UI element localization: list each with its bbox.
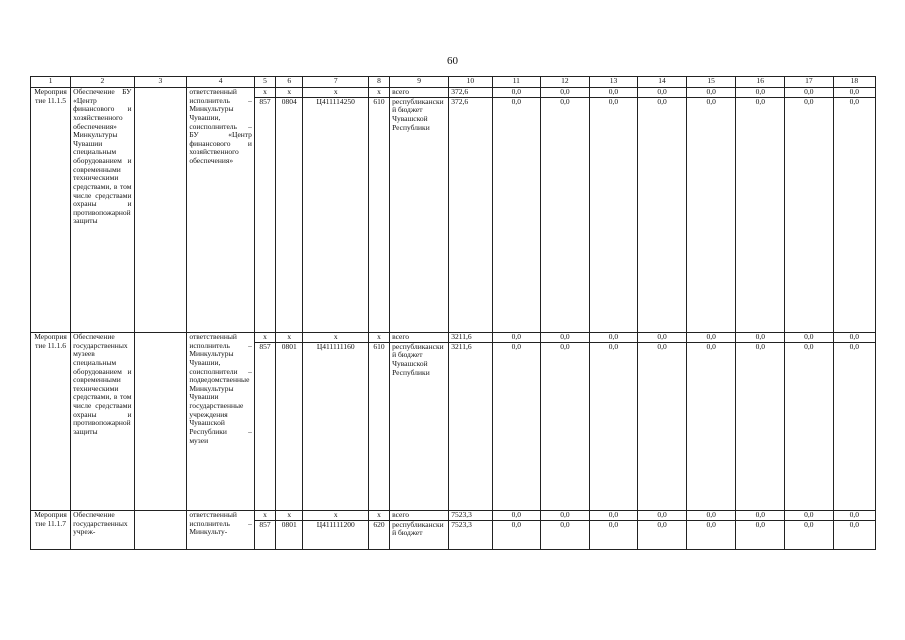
col-header: 11 bbox=[492, 77, 541, 88]
value-cell: 0,0 bbox=[736, 333, 785, 343]
value-cell: 0,0 bbox=[736, 97, 785, 332]
empty-cell bbox=[134, 333, 187, 511]
vr-cell: 620 bbox=[368, 520, 389, 549]
section-cell: 0801 bbox=[276, 520, 303, 549]
value-cell: 0,0 bbox=[736, 520, 785, 549]
section-cell: 0804 bbox=[276, 97, 303, 332]
grbs-cell: x bbox=[254, 333, 275, 343]
responsible-cell: ответственный исполнитель – Минкульту- bbox=[187, 511, 255, 550]
value-cell: 0,0 bbox=[833, 97, 875, 332]
source-cell: республиканский бюджет Чувашской Республики bbox=[390, 97, 449, 332]
empty-cell bbox=[134, 511, 187, 550]
value-cell: 0,0 bbox=[736, 88, 785, 98]
csr-cell: x bbox=[303, 511, 368, 521]
value-cell: 0,0 bbox=[736, 342, 785, 510]
grbs-cell: x bbox=[254, 88, 275, 98]
value-cell: 0,0 bbox=[638, 511, 687, 521]
value-cell: 0,0 bbox=[541, 88, 590, 98]
source-cell: всего bbox=[390, 511, 449, 521]
csr-cell: Ц411114250 bbox=[303, 97, 368, 332]
value-cell: 3211,6 bbox=[449, 333, 492, 343]
value-cell: 0,0 bbox=[541, 97, 590, 332]
value-cell: 0,0 bbox=[785, 97, 834, 332]
value-cell: 0,0 bbox=[785, 333, 834, 343]
value-cell: 0,0 bbox=[638, 88, 687, 98]
col-header: 15 bbox=[686, 77, 736, 88]
value-cell: 0,0 bbox=[638, 333, 687, 343]
col-header: 9 bbox=[390, 77, 449, 88]
value-cell: 0,0 bbox=[492, 342, 541, 510]
value-cell: 0,0 bbox=[492, 333, 541, 343]
col-header: 8 bbox=[368, 77, 389, 88]
section-cell: x bbox=[276, 333, 303, 343]
value-cell: 3211,6 bbox=[449, 342, 492, 510]
value-cell: 0,0 bbox=[833, 511, 875, 521]
col-header: 12 bbox=[541, 77, 590, 88]
value-cell: 0,0 bbox=[833, 333, 875, 343]
col-header: 6 bbox=[276, 77, 303, 88]
source-cell: всего bbox=[390, 333, 449, 343]
value-cell: 0,0 bbox=[833, 520, 875, 549]
event-cell: Мероприятие 11.1.5 bbox=[31, 88, 71, 333]
source-cell: республиканский бюджет bbox=[390, 520, 449, 549]
value-cell: 0,0 bbox=[492, 88, 541, 98]
col-header: 4 bbox=[187, 77, 255, 88]
table-row bbox=[31, 333, 876, 343]
col-header: 18 bbox=[833, 77, 875, 88]
vr-cell: x bbox=[368, 511, 389, 521]
budget-table bbox=[30, 76, 876, 550]
value-cell: 0,0 bbox=[541, 342, 590, 510]
value-cell: 0,0 bbox=[686, 97, 736, 332]
event-name-cell: Обеспечение государственных музеев специальным оборудованием и современными техническими средствами, в том числе средствами охраны и противопожарной защиты bbox=[71, 333, 134, 511]
value-cell: 0,0 bbox=[686, 342, 736, 510]
csr-cell: x bbox=[303, 88, 368, 98]
value-cell: 0,0 bbox=[492, 97, 541, 332]
grbs-cell: 857 bbox=[254, 342, 275, 510]
col-header: 7 bbox=[303, 77, 368, 88]
value-cell: 0,0 bbox=[785, 511, 834, 521]
responsible-cell: ответственный исполнитель – Минкультуры Чувашии, соисполнитель – БУ «Центр финансового и хозяйственного обеспечения» bbox=[187, 88, 255, 333]
section-cell: 0801 bbox=[276, 342, 303, 510]
value-cell: 0,0 bbox=[589, 342, 638, 510]
event-cell: Мероприятие 11.1.6 bbox=[31, 333, 71, 511]
value-cell: 7523,3 bbox=[449, 520, 492, 549]
grbs-cell: x bbox=[254, 511, 275, 521]
value-cell: 0,0 bbox=[638, 342, 687, 510]
header-row bbox=[31, 77, 876, 88]
value-cell: 0,0 bbox=[492, 520, 541, 549]
value-cell: 0,0 bbox=[589, 333, 638, 343]
value-cell: 0,0 bbox=[541, 511, 590, 521]
col-header: 13 bbox=[589, 77, 638, 88]
responsible-cell: ответственный исполнитель – Минкультуры Чувашии, соисполнители – подведомственные Минкультуры Чувашии государственные учреждения Чувашской Республики – музеи bbox=[187, 333, 255, 511]
value-cell: 372,6 bbox=[449, 97, 492, 332]
value-cell: 0,0 bbox=[686, 511, 736, 521]
section-cell: x bbox=[276, 88, 303, 98]
empty-cell bbox=[134, 88, 187, 333]
value-cell: 0,0 bbox=[736, 511, 785, 521]
value-cell: 0,0 bbox=[492, 511, 541, 521]
value-cell: 0,0 bbox=[686, 333, 736, 343]
value-cell: 0,0 bbox=[589, 97, 638, 332]
grbs-cell: 857 bbox=[254, 520, 275, 549]
csr-cell: Ц411111160 bbox=[303, 342, 368, 510]
event-name-cell: Обеспечение государственных учреж- bbox=[71, 511, 134, 550]
event-name-cell: Обеспечение БУ «Центр финансового и хозяйственного обеспечения» Минкультуры Чувашии специальным оборудованием и современными техническими средствами, в том числе средствами охраны и противопожарной защиты bbox=[71, 88, 134, 333]
csr-cell: Ц411111200 bbox=[303, 520, 368, 549]
source-cell: республиканский бюджет Чувашской Республики bbox=[390, 342, 449, 510]
table-row bbox=[31, 88, 876, 98]
value-cell: 0,0 bbox=[638, 97, 687, 332]
col-header: 2 bbox=[71, 77, 134, 88]
value-cell: 0,0 bbox=[589, 520, 638, 549]
value-cell: 0,0 bbox=[686, 520, 736, 549]
page-number: 60 bbox=[447, 55, 458, 67]
value-cell: 0,0 bbox=[541, 333, 590, 343]
value-cell: 0,0 bbox=[589, 88, 638, 98]
value-cell: 0,0 bbox=[589, 511, 638, 521]
csr-cell: x bbox=[303, 333, 368, 343]
grbs-cell: 857 bbox=[254, 97, 275, 332]
value-cell: 0,0 bbox=[686, 88, 736, 98]
value-cell: 0,0 bbox=[541, 520, 590, 549]
source-cell: всего bbox=[390, 88, 449, 98]
value-cell: 0,0 bbox=[638, 520, 687, 549]
vr-cell: 610 bbox=[368, 342, 389, 510]
col-header: 16 bbox=[736, 77, 785, 88]
vr-cell: x bbox=[368, 333, 389, 343]
col-header: 17 bbox=[785, 77, 834, 88]
col-header: 3 bbox=[134, 77, 187, 88]
value-cell: 0,0 bbox=[785, 520, 834, 549]
col-header: 14 bbox=[638, 77, 687, 88]
col-header: 10 bbox=[449, 77, 492, 88]
event-cell: Мероприятие 11.1.7 bbox=[31, 511, 71, 550]
value-cell: 7523,3 bbox=[449, 511, 492, 521]
section-cell: x bbox=[276, 511, 303, 521]
value-cell: 0,0 bbox=[833, 88, 875, 98]
value-cell: 0,0 bbox=[833, 342, 875, 510]
value-cell: 0,0 bbox=[785, 88, 834, 98]
vr-cell: x bbox=[368, 88, 389, 98]
col-header: 1 bbox=[31, 77, 71, 88]
col-header: 5 bbox=[254, 77, 275, 88]
value-cell: 0,0 bbox=[785, 342, 834, 510]
vr-cell: 610 bbox=[368, 97, 389, 332]
value-cell: 372,6 bbox=[449, 88, 492, 98]
table-row bbox=[31, 511, 876, 521]
